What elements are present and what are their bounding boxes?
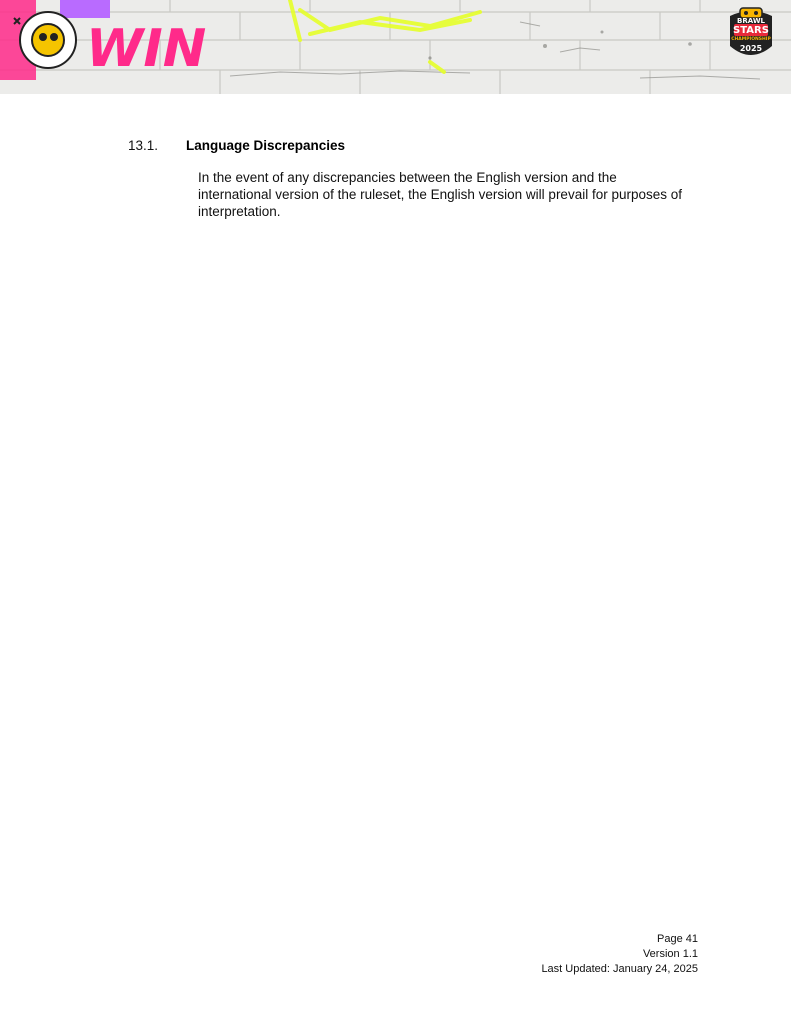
logo-line2: STARS [733, 25, 769, 36]
logo-line1: BRAWL [736, 17, 765, 25]
last-updated: Last Updated: January 24, 2025 [541, 963, 698, 975]
section-body: In the event of any discrepancies between the English version and the international version of the ruleset, the English version will prevail for purposes of interpretation. [198, 170, 683, 219]
logo-line3: CHAMPIONSHIP [731, 37, 771, 42]
graffiti-brick-wall-banner [0, 0, 791, 94]
section-number: 13.1. [128, 138, 159, 153]
brawl-stars-championship-logo [724, 6, 778, 62]
graffiti-win-text: WIN [86, 19, 207, 79]
version-label: Version 1.1 [642, 948, 698, 960]
logo-line4: 2025 [739, 44, 763, 53]
section-title: Language Discrepancies [186, 138, 346, 153]
page-footer [541, 932, 698, 977]
page-number: Page 41 [657, 933, 698, 945]
header-banner [0, 0, 791, 94]
